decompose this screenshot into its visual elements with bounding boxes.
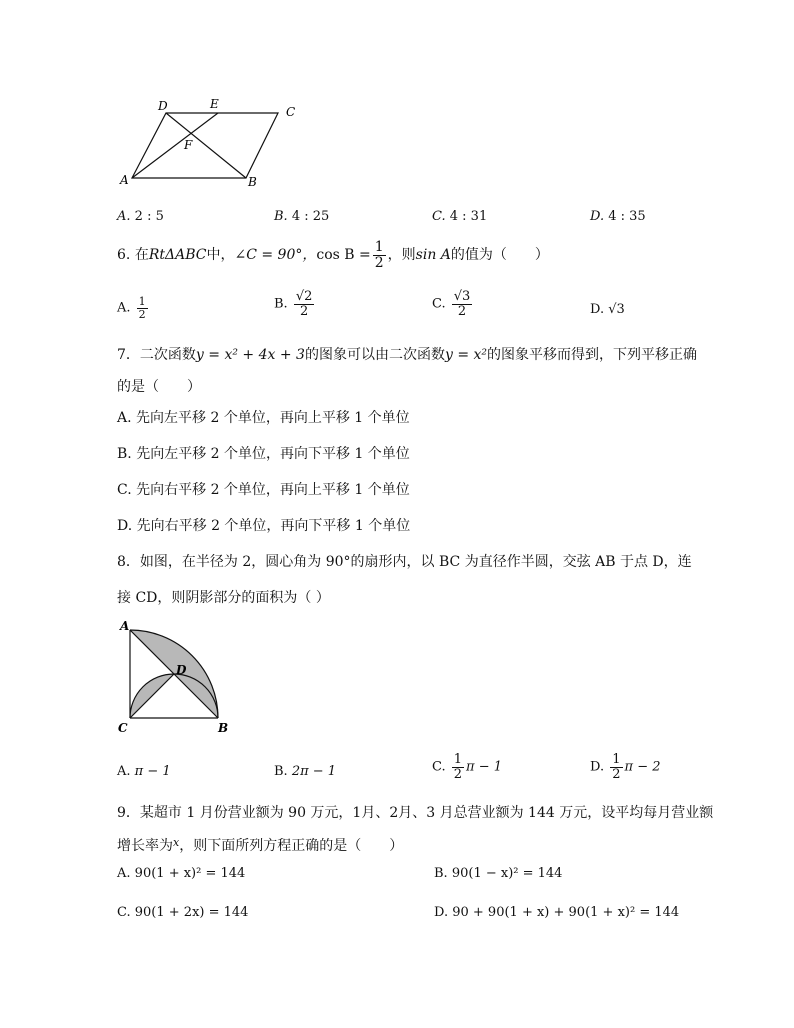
q5-option-d: D. 4 : 35 — [590, 209, 646, 224]
q7-stem-line1: 7．二次函数y = x² + 4x + 3的图象可以由二次函数y = x²的图象平移而得到，下列平移正确 — [117, 347, 698, 363]
q6-option-c: C. $\frac{√3}{2}$ — [432, 289, 471, 319]
q7-stem-line2: 的是（ ） — [117, 379, 201, 395]
sector-figure — [112, 616, 242, 740]
label-b: B — [218, 721, 229, 735]
q7-option-b: B. 先向左平移 2 个单位，再向下平移 1 个单位 — [117, 446, 410, 462]
label-e: E — [210, 97, 219, 111]
q6-option-d: D. √3 — [590, 302, 625, 317]
label-a: A — [120, 619, 130, 633]
q9-option-b: B. 90(1 − x)² = 144 — [434, 866, 563, 881]
q6-option-a: A. $\frac{1}{2}$ — [117, 295, 146, 321]
q9-option-c: C. 90(1 + 2x) = 144 — [117, 905, 249, 920]
label-f: F — [184, 138, 193, 152]
label-d: D — [176, 663, 187, 677]
fraction-one-half: $\frac{1}{2}$ — [374, 239, 384, 271]
label-a: A — [120, 173, 129, 187]
label-c: C — [118, 721, 128, 735]
q8-option-b: B. 2π − 1 — [274, 764, 337, 779]
label-b: B — [248, 175, 257, 189]
label-c: C — [286, 105, 296, 119]
q8-option-d: D. $\frac{1}{2}$ π − 2 — [590, 752, 661, 782]
q6-stem: 6. 在RtΔABC中，∠C = 90°，cos B = $\frac{1}{2}$ ，则sin A的值为（ ） — [117, 239, 549, 271]
q5-option-c: C. 4 : 31 — [432, 209, 488, 224]
q7-option-d: D. 先向右平移 2 个单位，再向下平移 1 个单位 — [117, 518, 411, 534]
label-d: D — [158, 99, 168, 113]
q8-option-c: C. $\frac{1}{2}$ π − 1 — [432, 752, 503, 782]
q6-option-b: B. $\frac{√2}{2}$ — [274, 289, 313, 319]
q9-option-d: D. 90 + 90(1 + x) + 90(1 + x)² = 144 — [434, 905, 680, 920]
q9-stem-line2: 增长率为$^x$，则下面所列方程正确的是（ ） — [117, 836, 404, 854]
q5-option-b: B. 4 : 25 — [274, 209, 330, 224]
q8-option-a: A. π − 1 — [117, 764, 171, 779]
parallelogram-figure — [110, 92, 310, 192]
q5-option-a: A. 2 : 5 — [117, 209, 164, 224]
q9-option-a: A. 90(1 + x)² = 144 — [117, 866, 246, 881]
q7-option-a: A. 先向左平移 2 个单位，再向上平移 1 个单位 — [117, 410, 410, 426]
q9-stem-line1: 9．某超市 1 月份营业额为 90 万元，1月、2月、3 月总营业额为 144 万元，设平均每月营业额 — [117, 805, 714, 821]
q7-option-c: C. 先向右平移 2 个单位，再向上平移 1 个单位 — [117, 482, 410, 498]
q8-stem-line1: 8．如图，在半径为 2，圆心角为 90°的扇形内，以 BC 为直径作半圆，交弦 AB 于点 D，连 — [117, 554, 692, 570]
q8-stem-line2: 接 CD，则阴影部分的面积为（ ） — [117, 590, 330, 606]
